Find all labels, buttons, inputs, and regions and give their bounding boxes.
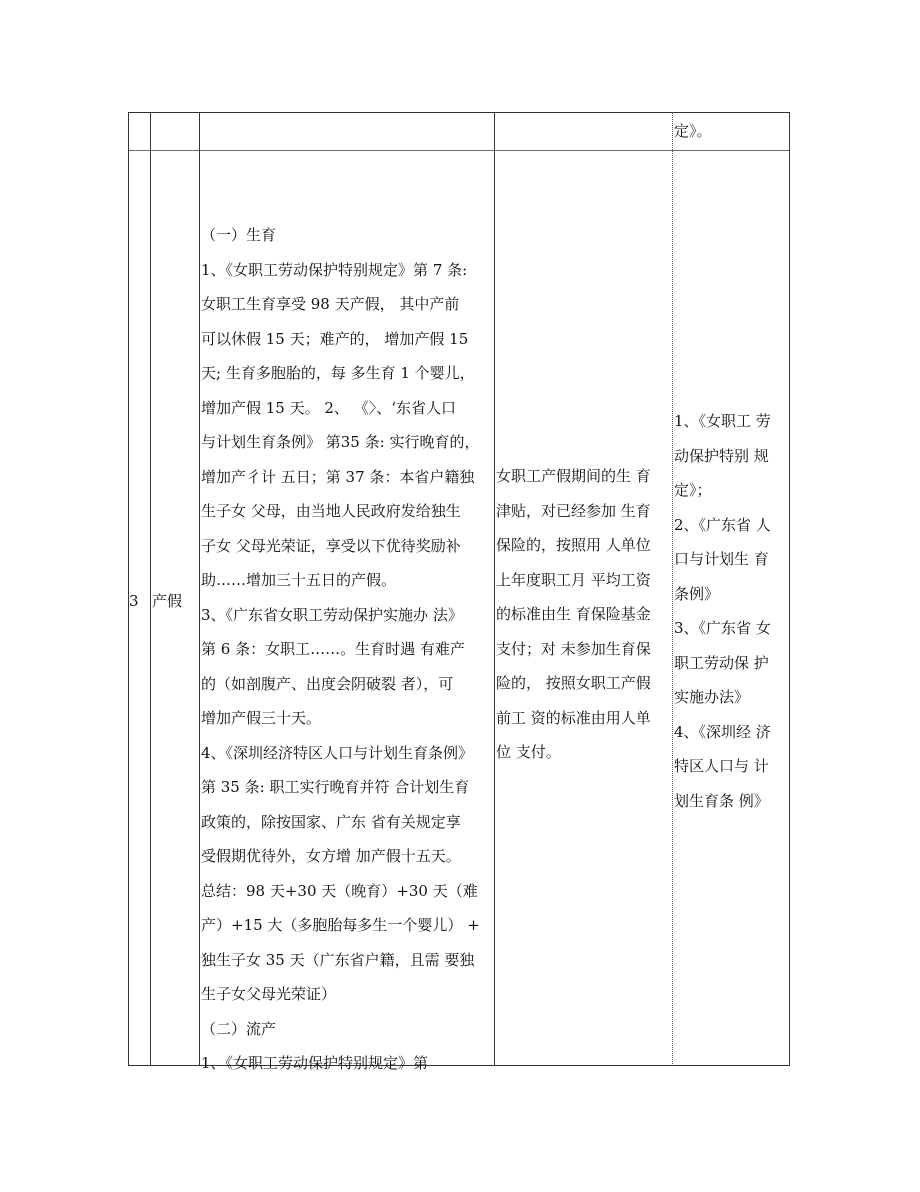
provision-line: 生子女父母光荣证）: [201, 985, 337, 1003]
legal-basis-line: 2、《广东省 人: [674, 515, 771, 534]
allowance-line: 前工 资的标准由用人单: [496, 708, 651, 727]
table-top-border: [128, 112, 790, 113]
provision-line: 产）+15 大（多胞胎每多生一个婴儿） +: [201, 916, 480, 934]
allowance-line: 险的， 按照女职工产假: [496, 674, 651, 692]
legal-basis-line: 4、《深圳经 济: [674, 722, 771, 741]
top-row-col5-text: 定》。: [674, 122, 712, 140]
allowance-line: 保险的，按照用 人单位: [496, 536, 651, 554]
provision-line: 1、《女职工劳动保护特别规定》第 7 条:: [201, 260, 468, 279]
provision-line: 女职工生育享受 98 天产假， 其中产前: [201, 295, 460, 313]
provision-line: 天; 生育多胞胎的，每 多生育 1 个婴儿，: [201, 364, 475, 382]
legal-basis-text: [674, 404, 788, 818]
provision-line: 的（如剖腹产、出度会阴破裂 者），可: [201, 674, 454, 693]
provision-line: 可以休假 15 天；难产的， 增加产假 15: [201, 329, 469, 348]
provision-line: （二）流产: [201, 1019, 277, 1038]
provision-line: （一）生育: [201, 226, 277, 244]
legal-basis-line: 口与计划生 育: [674, 550, 769, 568]
provisions-text: [201, 218, 493, 1081]
provision-line: 独生子女 35 天（广东省户籍，且需 要独: [201, 950, 475, 969]
allowance-line: 的标准由生 育保险基金: [496, 605, 651, 623]
provision-line: 与计划生育条例》 第35 条: 实行晚育的，: [201, 433, 480, 451]
legal-basis-line: 职工劳动保 护: [674, 653, 769, 672]
provision-line: 生子女 父母，由当地人民政府发给独生: [201, 502, 461, 520]
legal-basis-line: 定》；: [674, 481, 712, 499]
provision-line: 政策的，除按国家、广东 省有关规定享: [201, 812, 461, 831]
legal-basis-line: 3、《广东省 女: [674, 619, 771, 637]
row-category: 产假: [152, 592, 183, 610]
col-divider-4: [672, 112, 673, 1066]
provision-line: 第 35 条: 职工实行晚育并符 合计划生育: [201, 778, 470, 796]
allowance-line: 上年度职工月 平均工资: [496, 570, 651, 589]
row-divider: [128, 150, 790, 151]
legal-basis-line: 划生育条 例》: [674, 791, 769, 810]
col-divider-2: [199, 112, 200, 1066]
provision-line: 增加产假 15 天。 2、 《〉、‘东省人口: [201, 398, 456, 417]
provision-line: 第 6 条：女职工……。生育时遇 有难产: [201, 640, 465, 658]
legal-basis-line: 1、《女职工 劳: [674, 412, 771, 430]
legal-basis-line: 特区人口与 计: [674, 757, 769, 775]
provision-line: 增加产假三十天。: [201, 709, 322, 727]
legal-basis-line: 动保护特别 规: [674, 446, 769, 465]
provision-line: 总结：98 天+30 天（晚育）+30 天（难: [201, 881, 478, 900]
allowance-line: 津贴，对已经参加 生育: [496, 501, 651, 520]
provision-line: 受假期优待外，女方增 加产假十五天。: [201, 847, 461, 865]
provision-line: 子女 父母光荣证，享受以下优待奖励补: [201, 536, 461, 555]
table-right-border: [789, 112, 790, 1066]
allowance-line: 支付；对 未参加生育保: [496, 639, 651, 658]
allowance-text: [496, 459, 672, 770]
provision-line: 4、《深圳经济特区人口与计划生育条例》: [201, 743, 474, 762]
provision-line: 增加产彳计 五日；第 37 条：本省户籍独: [201, 467, 475, 486]
provision-line: 1、《女职工劳动保护特别规定》第: [201, 1054, 429, 1072]
regulation-table: [128, 112, 790, 1072]
legal-basis-line: 实施办法》: [674, 688, 750, 706]
row-number: 3: [129, 592, 139, 610]
provision-line: 3、《广东省女职工劳动保护实施办 法》: [201, 605, 463, 624]
legal-basis-line: 条例》: [674, 584, 720, 603]
col-divider-1: [150, 112, 151, 1066]
allowance-line: 女职工产假期间的生 育: [496, 467, 651, 485]
table-left-border: [128, 112, 129, 1066]
allowance-line: 位 支付。: [496, 743, 561, 761]
provision-line: 助……增加三十五日的产假。: [201, 571, 397, 589]
col-divider-3: [494, 112, 495, 1066]
